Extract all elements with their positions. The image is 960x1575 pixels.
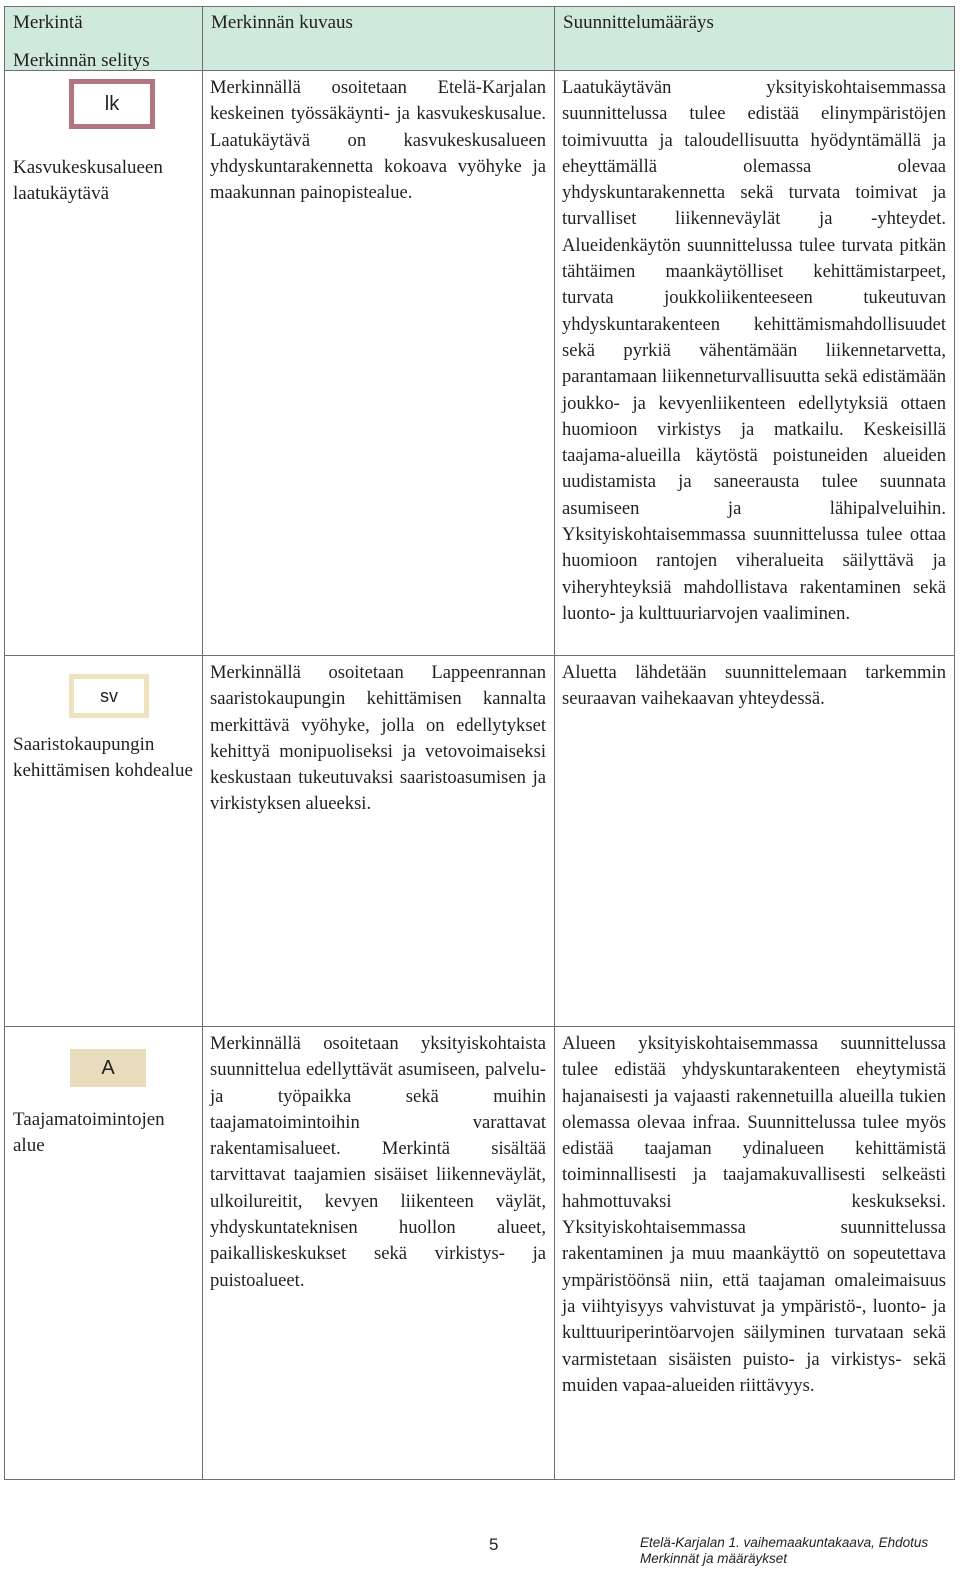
description-cell (203, 656, 555, 1027)
regulation-cell (555, 71, 955, 656)
symbol-label: Kasvukeskusalueen laatukäytävä (13, 157, 163, 204)
description-text: Merkinnällä osoitetaan yksityiskohtaista suunnittelua edellyttävät asumiseen, palvelu- ja työpaikka sekä muihin taajamatoimintoihin varattavat rakentamisalueet. Merkintä sisältää tarvittavat taajamien sisäiset liikenneväylät, ulkoilureitit, kevyen liikenteen väylät, yhdyskuntateknisen huollon alueet, paikalliskeskukset sekä virkistys- ja puistoalueet. (210, 1033, 546, 1291)
symbol-cell (5, 656, 203, 1027)
header-row (5, 7, 955, 71)
map-symbol-sv: sv (69, 674, 149, 718)
header-explanation: Merkinnän selitys (13, 50, 150, 71)
document-title (640, 1535, 928, 1567)
symbol-cell (5, 71, 203, 656)
document-title-line1: Etelä-Karjalan 1. vaihemaakuntakaava, Ehdotus (640, 1535, 929, 1550)
table-row (5, 1027, 955, 1480)
symbol-label: Taajamatoimintojen alue (13, 1109, 165, 1156)
header-description-cell (203, 7, 555, 71)
table-row (5, 656, 955, 1027)
header-regulation: Suunnittelumääräys (563, 12, 714, 33)
description-text: Merkinnällä osoitetaan Etelä-Karjalan keskeinen työssäkäynti- ja kasvukeskusalue. Laatukäytävä on kasvukeskusalueen yhdyskuntarakennetta kokoava vyöhyke ja maakunnan painopistealue. (210, 77, 546, 204)
regulation-cell (555, 656, 955, 1027)
map-symbol-lk: lk (69, 79, 155, 129)
description-cell (203, 1027, 555, 1480)
description-text: Merkinnällä osoitetaan Lappeenrannan saaristokaupungin kehittämisen kannalta merkittävä vyöhyke, jolla on edellytykset kehittyä monipuoliseksi ja vetovoimaiseksi keskustaan tukeutuvaksi saaristoasumisen ja virkistyksen alueeksi. (210, 662, 546, 815)
table-row (5, 71, 955, 656)
header-regulation-cell (555, 7, 955, 71)
header-symbol: Merkintä (13, 12, 83, 33)
document-title-line2: Merkinnät ja määräykset (640, 1551, 788, 1566)
header-symbol-cell (5, 7, 203, 71)
header-description: Merkinnän kuvaus (211, 12, 353, 33)
page-number: 5 (489, 1535, 499, 1554)
map-symbol-a: A (70, 1049, 146, 1087)
regulation-text: Laatukäytävän yksityiskohtaisemmassa suunnittelussa tulee edistää elinympäristöjen toimivuutta ja taloudellisuutta hyödyntämällä ja eheyttämällä olemassa olevaa yhdyskuntarakennetta sekä turvata toimivat ja turvalliset liikenneväylät ja -yhteydet. Alueidenkäytön suunnittelussa tulee turvata pitkän tähtäimen maankäytölliset kehittämistarpeet, turvata joukkoliikenteeseen tukeutuvan yhdyskuntarakenteen kehittämismahdollisuudet sekä pyrkiä vähentämään liikennetarvetta, parantamaan liikenneturvallisuutta sekä edistämään joukko- ja kevyenliikenteen edellytyksiä ottaen huomioon virkistys ja matkailu. Keskeisillä taajama-alueilla käytöstä poistuneiden alueiden uudistamista ja saneerausta tulee suunnata asumiseen ja lähipalveluihin. Yksityiskohtaisemmassa suunnittelussa tulee ottaa huomioon rantojen viheralueita säilyttävä ja viheryhteyksiä mahdollistava rakentaminen sekä luonto- ja kulttuuriarvojen vaaliminen. (562, 77, 946, 624)
regulation-text: Aluetta lähdetään suunnittelemaan tarkemmin seuraavan vaihekaavan yhteydessä. (562, 662, 946, 710)
legend-table (4, 6, 955, 1480)
symbol-label: Saaristokaupungin kehittämisen kohdealue (13, 734, 193, 781)
description-cell (203, 71, 555, 656)
regulation-text: Alueen yksityiskohtaisemmassa suunnittelussa tulee edistää yhdyskuntarakenteen eheytymistä hajanaisesti ja vajaasti rakennetuilla alueilla tukien olemassa olevaa infraa. Suunnittelussa tulee myös edistää taajaman ydinalueen kehittämistä toiminnallisesti ja taajamakuvallisesti selkeästi hahmottuvaksi keskukseksi. Yksityiskohtaisemmassa suunnittelussa rakentaminen ja muu maankäyttö on sopeutettava ympäristöönsä niin, että taajaman omaleimaisuus ja viihtyisyys vahvistuvat ja ympäristö-, luonto- ja kulttuuriperintöarvojen säilyminen turvataan sekä varmistetaan sisäisten puisto- ja virkistys- sekä muiden vapaa-alueiden riittävyys. (562, 1033, 946, 1396)
symbol-cell (5, 1027, 203, 1480)
regulation-cell (555, 1027, 955, 1480)
